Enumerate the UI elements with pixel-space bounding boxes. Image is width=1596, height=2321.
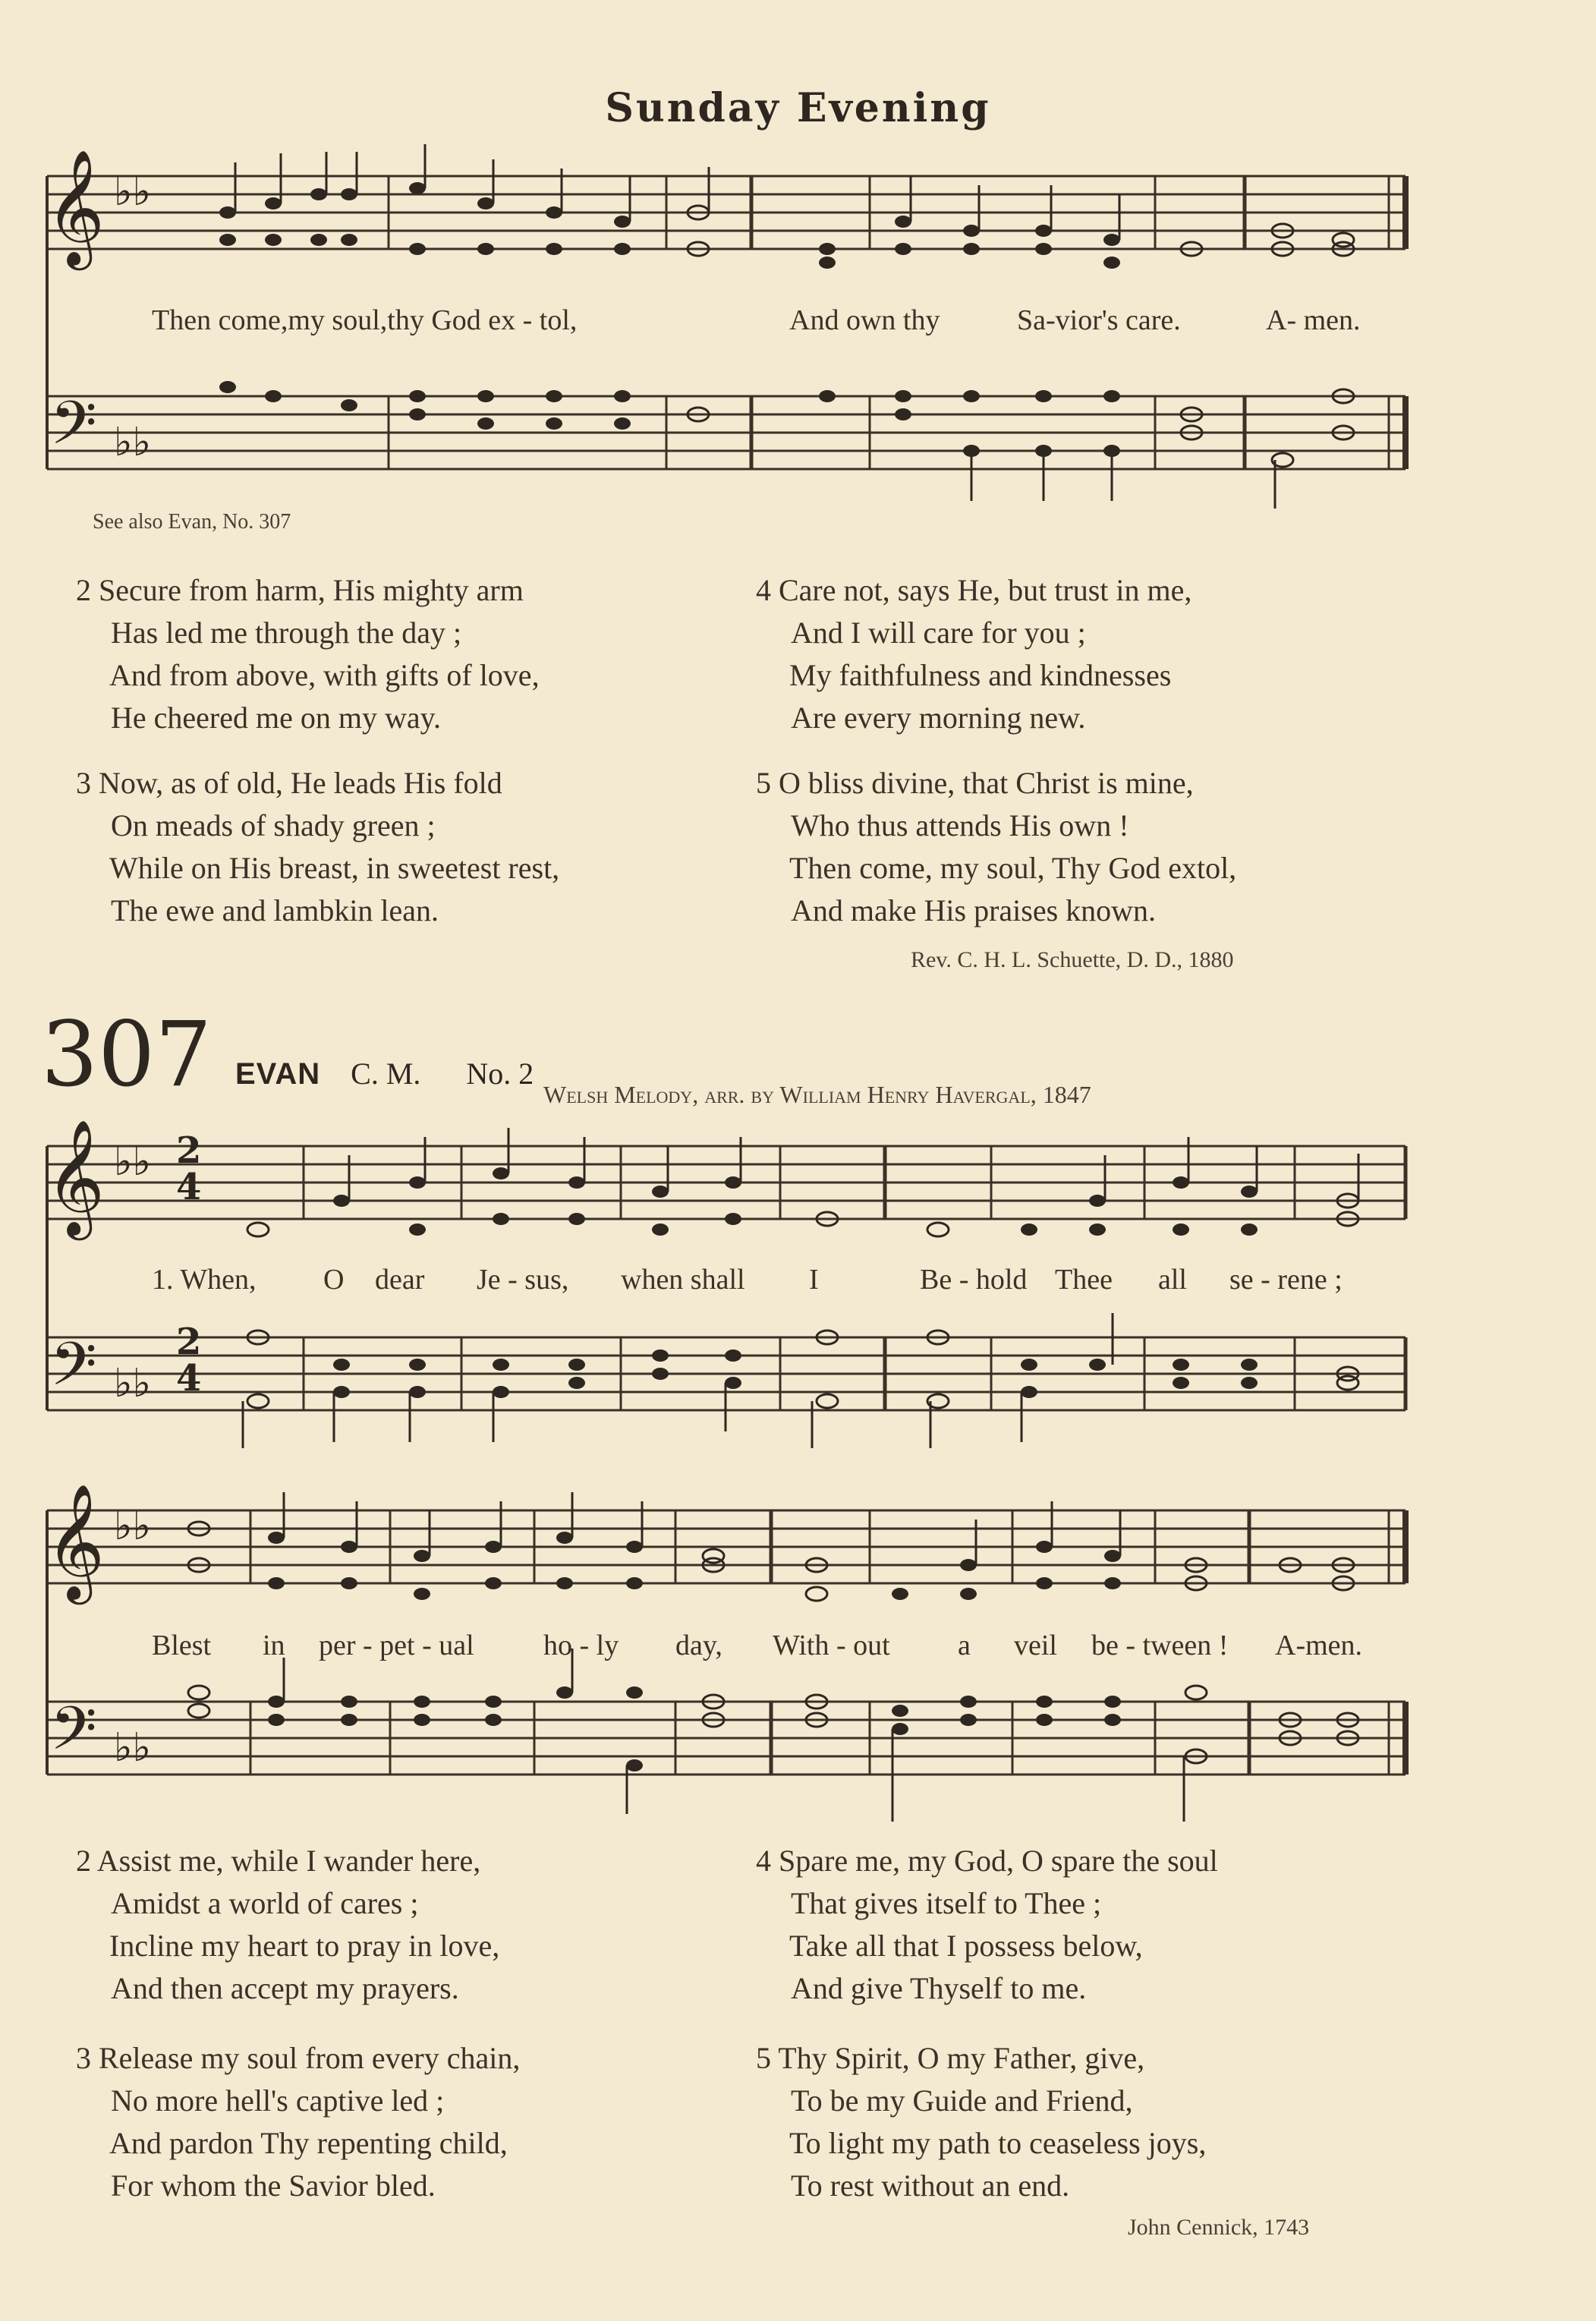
svg-text:𝄢: 𝄢 bbox=[50, 1329, 97, 1414]
see-also-note: See also Evan, No. 307 bbox=[93, 510, 291, 534]
hymn-b-underlay-1-syllable: Je - sus, bbox=[477, 1264, 569, 1296]
verse-line: On meads of shady green ; bbox=[111, 808, 436, 842]
verse-number: 3 bbox=[76, 2041, 91, 2075]
svg-text:𝄞: 𝄞 bbox=[46, 1483, 105, 1600]
svg-text:♭♭: ♭♭ bbox=[114, 1725, 152, 1771]
verse-line: Take all that I possess below, bbox=[789, 1929, 1143, 1963]
verse-line: Thy Spirit, O my Father, give, bbox=[778, 2041, 1145, 2075]
verse-line: The ewe and lambkin lean. bbox=[111, 893, 439, 927]
verse-line: Assist me, while I wander here, bbox=[96, 1844, 481, 1878]
hymn-b-underlay-1-syllable: 1. When, bbox=[152, 1264, 257, 1296]
hymn-number: 307 bbox=[41, 1002, 212, 1107]
hymn-b-underlay-2-syllable: ho - ly bbox=[543, 1630, 619, 1661]
verse-line: O bliss divine, that Christ is mine, bbox=[779, 766, 1194, 800]
verse-number: 5 bbox=[756, 2041, 771, 2075]
svg-text:♭♭: ♭♭ bbox=[114, 420, 152, 465]
verse-line: Now, as of old, He leads His fold bbox=[99, 766, 502, 800]
hymn-a-underlay-4: A- men. bbox=[1266, 304, 1361, 336]
verse-line: Incline my heart to pray in love, bbox=[109, 1929, 500, 1963]
hymn-a-score bbox=[0, 0, 1596, 546]
hymn-b-underlay-1-syllable: when shall bbox=[621, 1264, 745, 1296]
hymn-b-underlay-1-syllable: I bbox=[809, 1264, 819, 1296]
verse-line: And then accept my prayers. bbox=[111, 1971, 459, 2005]
verse-line: To light my path to ceaseless joys, bbox=[789, 2126, 1207, 2160]
verse-line: And make His praises known. bbox=[791, 893, 1157, 927]
hymn-a-underlay-3: Sa-vior's care. bbox=[1017, 304, 1181, 336]
svg-text:𝄞: 𝄞 bbox=[46, 1119, 105, 1236]
svg-text:𝄢: 𝄢 bbox=[50, 388, 97, 473]
svg-text:♭♭: ♭♭ bbox=[114, 1139, 152, 1185]
verse-number: 2 bbox=[76, 573, 91, 607]
svg-text:♭♭: ♭♭ bbox=[114, 1504, 152, 1549]
verse-line: For whom the Savior bled. bbox=[111, 2168, 436, 2203]
hymn-b-underlay-1-syllable: dear bbox=[375, 1264, 425, 1296]
hymn-b-verse-5 bbox=[756, 2037, 1439, 2207]
hymn-b-underlay-2-syllable: in bbox=[263, 1630, 285, 1661]
verse-number: 5 bbox=[756, 766, 771, 800]
verse-line: And I will care for you ; bbox=[791, 616, 1086, 650]
hymn-b-underlay-2-syllable: veil bbox=[1014, 1630, 1057, 1661]
hymn-a-verse-5 bbox=[756, 762, 1439, 932]
verse-line: Care not, says He, but trust in me, bbox=[779, 573, 1192, 607]
verse-line: Secure from harm, His mighty arm bbox=[99, 573, 524, 607]
hymn-b-underlay-2-syllable: day, bbox=[675, 1630, 722, 1661]
hymn-b-verse-2 bbox=[76, 1840, 744, 2010]
verse-line: Has led me through the day ; bbox=[111, 616, 462, 650]
hymn-b-score-system-1 bbox=[0, 1119, 1596, 1472]
verse-line: That gives itself to Thee ; bbox=[791, 1886, 1102, 1920]
composer-credit: Welsh Melody, arr. by William Henry Havergal, 1847 bbox=[543, 1081, 1091, 1108]
svg-text:𝄞: 𝄞 bbox=[46, 149, 105, 266]
verse-line: And give Thyself to me. bbox=[791, 1971, 1087, 2005]
verse-line: To be my Guide and Friend, bbox=[791, 2083, 1133, 2118]
hymn-b-underlay-1-syllable: Thee bbox=[1055, 1264, 1113, 1296]
hymn-b-underlay-2-syllable: be - tween ! bbox=[1091, 1630, 1229, 1661]
verse-line: Release my soul from every chain, bbox=[99, 2041, 521, 2075]
hymn-b-underlay-2-syllable: Blest bbox=[152, 1630, 212, 1661]
verse-line: And pardon Thy repenting child, bbox=[109, 2126, 508, 2160]
tune-number: No. 2 bbox=[466, 1057, 534, 1091]
verse-line: To rest without an end. bbox=[791, 2168, 1070, 2203]
meter: C. M. bbox=[351, 1057, 421, 1091]
hymn-a-author: Rev. C. H. L. Schuette, D. D., 1880 bbox=[911, 947, 1234, 972]
svg-text:♭♭: ♭♭ bbox=[114, 1361, 152, 1406]
verse-number: 4 bbox=[756, 1844, 771, 1878]
verse-line: While on His breast, in sweetest rest, bbox=[109, 851, 560, 885]
hymn-b-author: John Cennick, 1743 bbox=[1128, 2215, 1310, 2240]
verse-line: No more hell's captive led ; bbox=[111, 2083, 445, 2118]
hymn-b-verse-3 bbox=[76, 2037, 744, 2207]
verse-number: 2 bbox=[76, 1844, 91, 1878]
verse-line: Who thus attends His own ! bbox=[791, 808, 1129, 842]
hymn-b-underlay-2-syllable: a bbox=[958, 1630, 971, 1661]
verse-number: 4 bbox=[756, 573, 771, 607]
time-signature-top-bass: 2 bbox=[176, 1321, 202, 1363]
verse-line: He cheered me on my way. bbox=[111, 701, 441, 735]
time-signature-bottom: 4 bbox=[176, 1166, 202, 1208]
hymn-a-verse-2 bbox=[76, 569, 744, 739]
hymn-b-underlay-1-syllable: se - rene ; bbox=[1229, 1264, 1343, 1296]
verse-line: Amidst a world of cares ; bbox=[111, 1886, 419, 1920]
svg-text:𝄢: 𝄢 bbox=[50, 1693, 97, 1778]
svg-text:♭♭: ♭♭ bbox=[114, 169, 152, 215]
page-title: Sunday Evening bbox=[605, 85, 991, 131]
hymn-b-verse-4 bbox=[756, 1840, 1439, 2010]
hymn-a-verse-3 bbox=[76, 762, 744, 932]
verse-line: Spare me, my God, O spare the soul bbox=[779, 1844, 1218, 1878]
time-signature-bottom-bass: 4 bbox=[176, 1357, 202, 1400]
tune-name: EVAN bbox=[235, 1057, 321, 1091]
verse-line: Are every morning new. bbox=[791, 701, 1086, 735]
hymn-b-underlay-1-syllable: Be - hold bbox=[920, 1264, 1028, 1296]
verse-number: 3 bbox=[76, 766, 91, 800]
verse-line: My faithfulness and kindnesses bbox=[789, 658, 1172, 692]
tune-heading bbox=[220, 1020, 534, 1091]
hymn-a-underlay-1: Then come,my soul,thy God ex - tol, bbox=[152, 304, 578, 336]
hymn-a-underlay-2: And own thy bbox=[789, 304, 940, 336]
hymn-b-score-system-2 bbox=[0, 1483, 1596, 1837]
hymn-b-underlay-1-syllable: O bbox=[323, 1264, 345, 1296]
hymn-b-underlay-1-syllable: all bbox=[1158, 1264, 1187, 1296]
hymn-b-underlay-2-syllable: With - out bbox=[773, 1630, 890, 1661]
hymn-b-underlay-2-syllable: per - pet - ual bbox=[319, 1630, 474, 1661]
hymn-a-verse-4 bbox=[756, 569, 1439, 739]
verse-line: Then come, my soul, Thy God extol, bbox=[789, 851, 1237, 885]
time-signature-top: 2 bbox=[176, 1129, 202, 1172]
verse-line: And from above, with gifts of love, bbox=[109, 658, 540, 692]
hymn-b-underlay-2-syllable: A-men. bbox=[1275, 1630, 1363, 1661]
